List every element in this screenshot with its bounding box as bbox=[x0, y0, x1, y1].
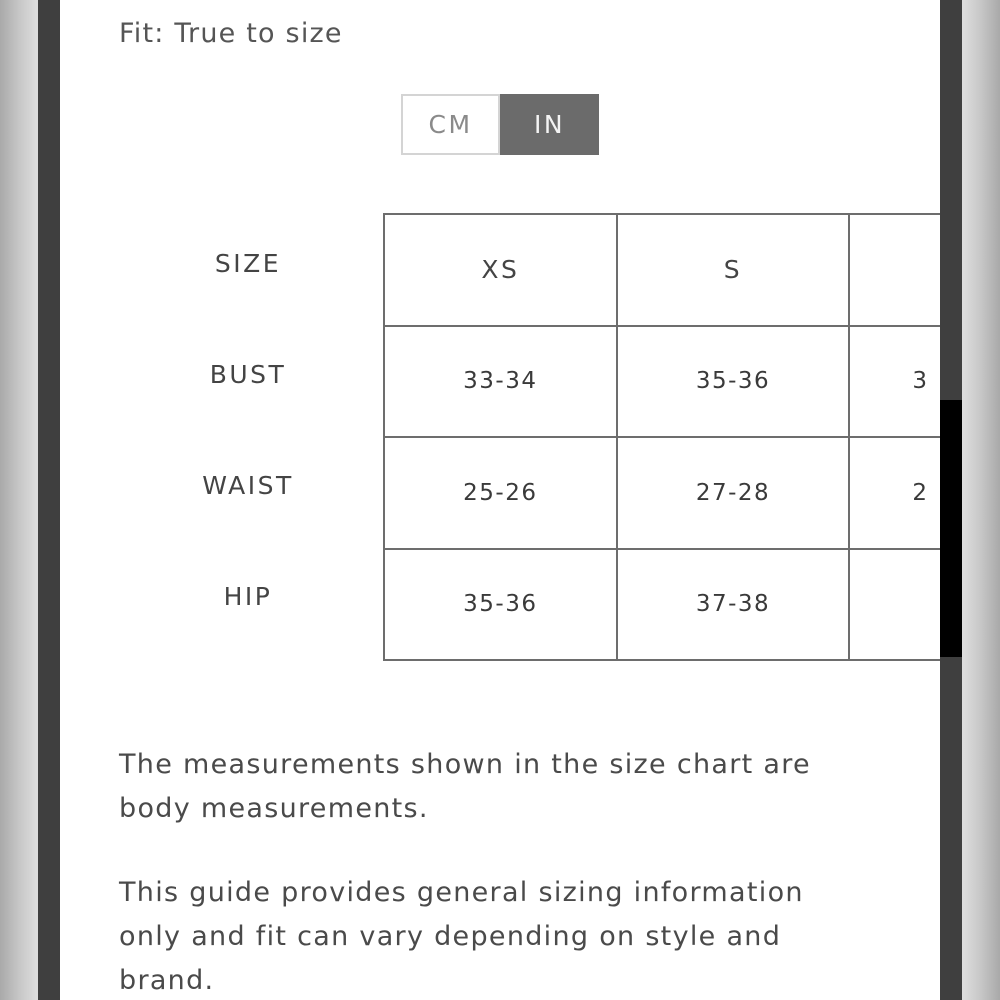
row-label-waist: WAIST bbox=[202, 471, 294, 500]
size-guide-panel bbox=[60, 0, 940, 1000]
bust-cell: 33-34 bbox=[384, 326, 617, 438]
scrollbar-thumb[interactable] bbox=[940, 400, 962, 657]
waist-cell: 27-28 bbox=[617, 437, 850, 549]
left-frame bbox=[38, 0, 60, 1000]
waist-cell: 2 bbox=[849, 437, 940, 549]
unit-in-button[interactable]: IN bbox=[500, 94, 599, 155]
bust-cell: 35-36 bbox=[617, 326, 850, 438]
row-label-size: SIZE bbox=[214, 249, 282, 278]
size-cell: S bbox=[617, 214, 850, 326]
row-label-hip: HIP bbox=[223, 582, 273, 611]
sizing-disclaimer: This guide provides general sizing information only and fit can vary depending on style and brand. bbox=[119, 877, 804, 996]
hip-cell: 37-38 bbox=[617, 549, 850, 661]
unit-cm-button[interactable]: CM bbox=[401, 94, 500, 155]
size-cell bbox=[849, 214, 940, 326]
fit-info: Fit: True to size bbox=[119, 18, 343, 49]
hip-cell: 35-36 bbox=[384, 549, 617, 661]
waist-cell: 25-26 bbox=[384, 437, 617, 549]
size-chart-table bbox=[383, 213, 940, 661]
hip-cell bbox=[849, 549, 940, 661]
table-row-size bbox=[384, 214, 940, 326]
size-cell: XS bbox=[384, 214, 617, 326]
bust-cell: 3 bbox=[849, 326, 940, 438]
unit-toggle bbox=[401, 94, 599, 155]
table-row-waist bbox=[384, 437, 940, 549]
measurement-note: The measurements shown in the size chart are body measurements. bbox=[119, 749, 811, 824]
row-label-bust: BUST bbox=[209, 360, 287, 389]
table-row-hip bbox=[384, 549, 940, 661]
table-row-bust bbox=[384, 326, 940, 438]
